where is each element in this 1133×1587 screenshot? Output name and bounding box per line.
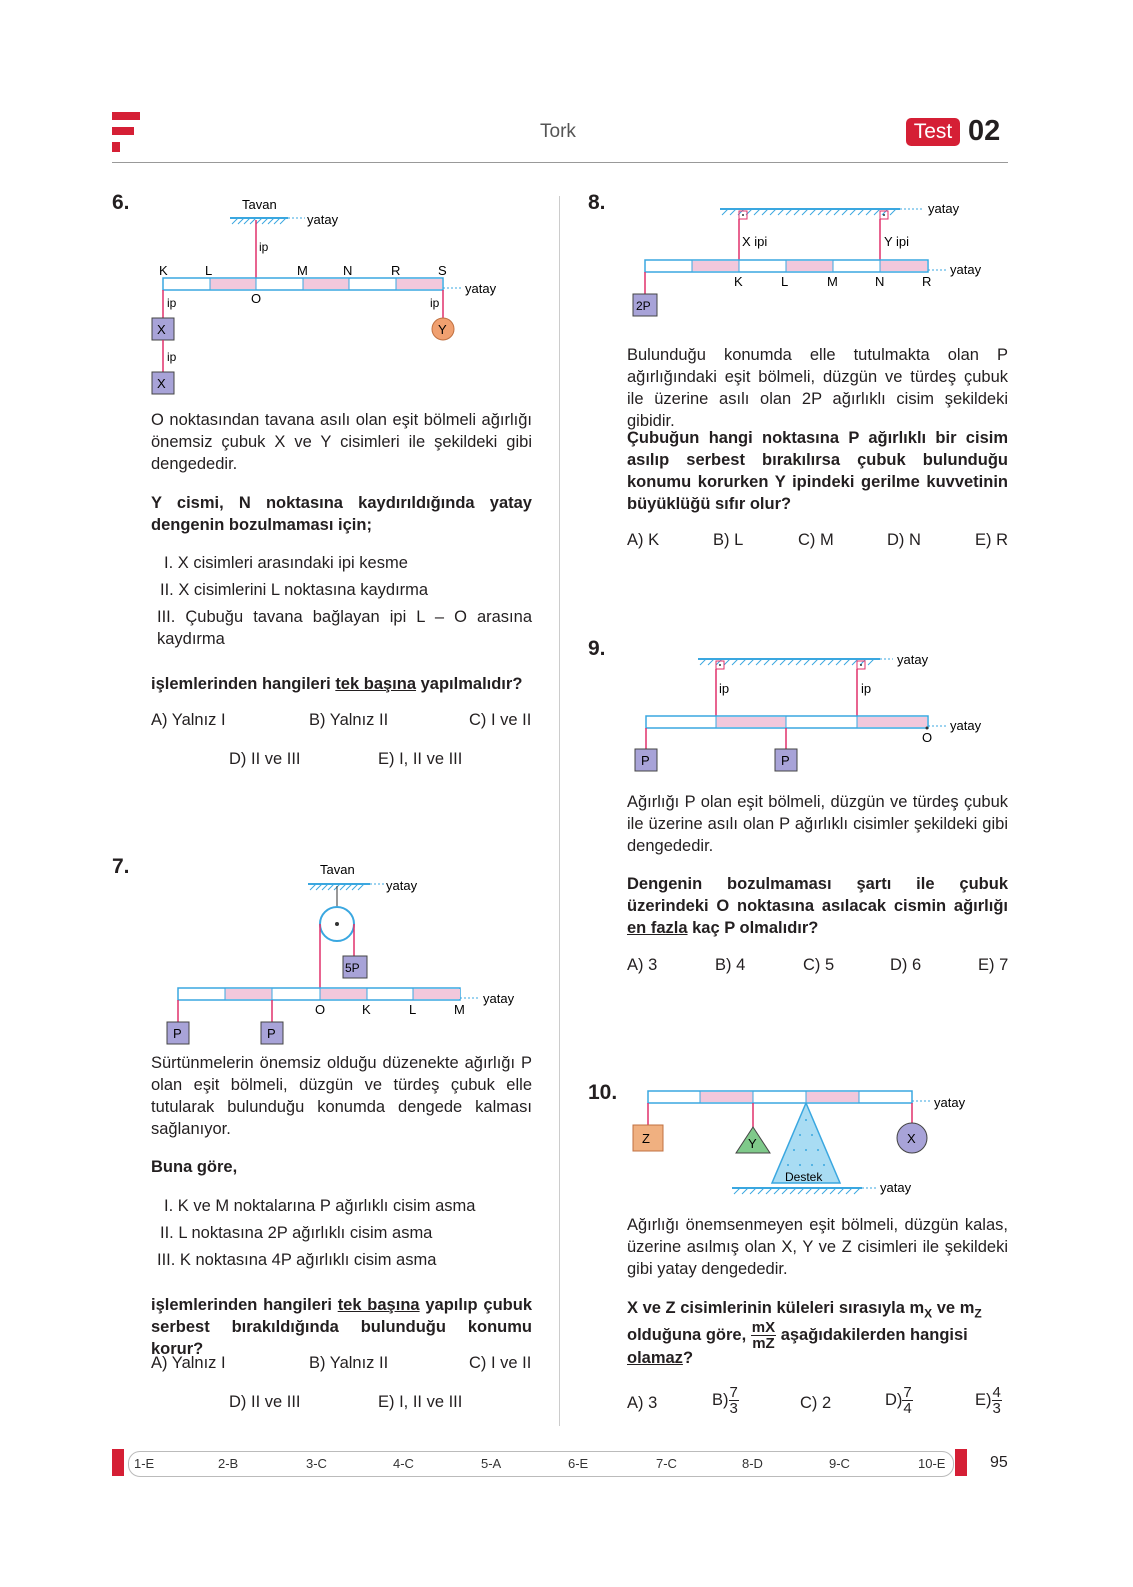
answer-key: 3-C bbox=[306, 1456, 327, 1471]
q6-stem: O noktasından tavana asılı olan eşit bölmeli ağırlığı önemsiz çubuk X ve Y cisimleri ile şekildeki gibi dengededir. bbox=[151, 411, 532, 473]
horizontal-label: yatay bbox=[950, 262, 982, 277]
horizontal-label: yatay bbox=[465, 281, 497, 296]
footer-accent bbox=[955, 1449, 967, 1476]
q6-item: III. Çubuğu tavana bağlayan ipi L – O arasına kaydırma bbox=[157, 608, 532, 648]
q6-figure bbox=[140, 195, 520, 400]
choice-a[interactable]: A) Yalnız I bbox=[151, 1354, 226, 1372]
point-label: O bbox=[922, 730, 933, 745]
box-label: P bbox=[641, 753, 650, 768]
string-label: ip bbox=[719, 681, 730, 696]
answer-key: 1-E bbox=[134, 1456, 155, 1471]
box-label: 5P bbox=[345, 961, 360, 975]
horizontal-label: yatay bbox=[897, 652, 929, 667]
q10-stem: Ağırlığı önemsenmeyen eşit bölmeli, düzgün kalas, üzerine asılmış olan X, Y ve Z cisimleri ile şekildeki gibi yatay dengededir. bbox=[627, 1216, 1008, 1278]
answer-key: 4-C bbox=[393, 1456, 414, 1471]
point-label: R bbox=[391, 263, 401, 278]
support-label: Destek bbox=[785, 1170, 823, 1184]
point-label: R bbox=[922, 274, 932, 289]
horizontal-label: yatay bbox=[386, 878, 418, 893]
answer-key: 10-E bbox=[918, 1456, 946, 1471]
q7-figure bbox=[160, 860, 540, 1050]
question-number: 7. bbox=[112, 855, 130, 878]
q6-question: Y cismi, N noktasına kaydırıldığında yatay dengenin bozulmaması için; bbox=[151, 494, 532, 534]
choice-c[interactable]: C) I ve II bbox=[469, 711, 532, 729]
q8-figure bbox=[630, 195, 1010, 325]
point-label: M bbox=[827, 274, 838, 289]
string-label: ip bbox=[861, 681, 872, 696]
choice-d[interactable]: D) II ve III bbox=[229, 1393, 301, 1411]
choice-b[interactable]: B) L bbox=[713, 531, 744, 549]
test-badge: Test bbox=[906, 118, 960, 146]
choice-c[interactable]: C) M bbox=[798, 531, 834, 549]
question-number: 10. bbox=[588, 1081, 618, 1104]
question-number: 9. bbox=[588, 637, 606, 660]
publisher-logo bbox=[112, 112, 142, 152]
q10-question-line2: olduğuna göre, $\frac{mX}{mZ}$ aşağıdakilerden hangisi bbox=[627, 1319, 968, 1352]
test-number: 02 bbox=[968, 115, 1001, 147]
choice-e[interactable]: E) $\frac{4}{3}$ bbox=[975, 1384, 1001, 1417]
string-label: ip bbox=[259, 240, 269, 254]
point-label: O bbox=[315, 1002, 326, 1017]
point-label: S bbox=[438, 263, 447, 278]
point-label: K bbox=[362, 1002, 371, 1017]
string-label: ip bbox=[167, 296, 177, 310]
answer-key: 6-E bbox=[568, 1456, 589, 1471]
choice-a[interactable]: A) Yalnız I bbox=[151, 711, 226, 729]
point-label: N bbox=[875, 274, 885, 289]
q7-ask: işlemlerinden hangileri tek başına yapılıp çubuk serbest bırakıldığında bulunduğu konumu korur? bbox=[151, 1296, 532, 1358]
question-number: 6. bbox=[112, 191, 130, 214]
point-label: M bbox=[454, 1002, 465, 1017]
point-label: K bbox=[159, 263, 168, 278]
horizontal-label: yatay bbox=[928, 201, 960, 216]
q6-item: II. X cisimlerini L noktasına kaydırma bbox=[160, 581, 429, 599]
point-label: O bbox=[251, 291, 262, 306]
choice-b[interactable]: B) Yalnız II bbox=[309, 711, 389, 729]
q7-question: Buna göre, bbox=[151, 1158, 238, 1176]
choice-e[interactable]: E) I, II ve III bbox=[378, 1393, 463, 1411]
ball-label: Y bbox=[438, 322, 447, 337]
plank bbox=[648, 1091, 912, 1103]
choice-a[interactable]: A) 3 bbox=[627, 1394, 658, 1412]
choice-d[interactable]: D) 6 bbox=[890, 956, 922, 974]
point-label: L bbox=[409, 1002, 417, 1017]
string-label: X ipi bbox=[742, 234, 768, 249]
choice-a[interactable]: A) 3 bbox=[627, 956, 658, 974]
horizontal-label: yatay bbox=[950, 718, 982, 733]
question-number: 8. bbox=[588, 191, 606, 214]
point-label: N bbox=[343, 263, 353, 278]
q7-stem: Sürtünmelerin önemsiz olduğu düzenekte ağırlığı P olan eşit bölmeli, düzgün ve türdeş çubuk elle tutularak bulunduğu konumda dengede kalması sağlanıyor. bbox=[151, 1054, 532, 1138]
box-label: X bbox=[157, 376, 166, 391]
q8-stem: Bulunduğu konumda elle tutulmakta olan P ağırlığındaki eşit bölmeli, düzgün ve türdeş çubuk ile üzerine asılı olan 2P ağırlıklı cisim şekildeki gibidir. bbox=[627, 346, 1008, 430]
q9-stem: Ağırlığı P olan eşit bölmeli, düzgün ve türdeş çubuk ile üzerine asılı olan P ağırlıklı cisimler şekildeki gibi dengededir. bbox=[627, 793, 1008, 855]
q10-question: X ve Z cisimlerinin küleleri sırasıyla $m_X$ ve $m_Z$ bbox=[627, 1299, 982, 1321]
answer-key: 8-D bbox=[742, 1456, 763, 1471]
string-label: Y ipi bbox=[884, 234, 910, 249]
choice-d[interactable]: D) $\frac{7}{4}$ bbox=[885, 1384, 912, 1417]
ceiling-label: Tavan bbox=[320, 862, 355, 877]
answer-key: 2-B bbox=[218, 1456, 239, 1471]
box-label: P bbox=[781, 753, 790, 768]
q9-figure bbox=[630, 645, 1010, 775]
q6-item: I. X cisimleri arasındaki ipi kesme bbox=[164, 554, 408, 572]
point-label: L bbox=[781, 274, 789, 289]
ceiling-label: Tavan bbox=[242, 197, 277, 212]
q9-question: Dengenin bozulmaması şartı ile çubuk üzerindeki O noktasına asılacak cismin ağırlığı en fazla kaç P olmalıdır? bbox=[627, 875, 1008, 937]
point-label: L bbox=[205, 263, 213, 278]
choice-e[interactable]: E) 7 bbox=[978, 956, 1009, 974]
point-label: K bbox=[734, 274, 743, 289]
horizontal-label: yatay bbox=[483, 991, 515, 1006]
choice-b[interactable]: B) $\frac{7}{3}$ bbox=[712, 1384, 738, 1417]
horizontal-label: yatay bbox=[934, 1095, 966, 1110]
string-label: ip bbox=[167, 350, 177, 364]
triangle-label: Y bbox=[748, 1136, 757, 1151]
q7-item: III. K noktasına 4P ağırlıklı cisim asma bbox=[157, 1251, 437, 1269]
box-label: Z bbox=[642, 1131, 650, 1146]
point-label: M bbox=[297, 263, 308, 278]
box-label: X bbox=[157, 322, 166, 337]
page-title: Tork bbox=[540, 121, 576, 142]
choice-b[interactable]: B) 4 bbox=[715, 956, 746, 974]
box-label: 2P bbox=[636, 299, 651, 313]
q8-question: Çubuğun hangi noktasına P ağırlıklı bir cisim asılıp serbest bırakılırsa çubuk bulunduğu konumu korurken Y ipindeki gerilme kuvvetinin büyüklüğü sıfır olur? bbox=[627, 429, 1008, 513]
choice-c[interactable]: C) 5 bbox=[803, 956, 835, 974]
string-label: ip bbox=[430, 296, 440, 310]
q7-item: I. K ve M noktalarına P ağırlıklı cisim asma bbox=[164, 1197, 476, 1215]
box-label: P bbox=[267, 1026, 276, 1041]
horizontal-label: yatay bbox=[880, 1180, 912, 1195]
page-number: 95 bbox=[990, 1454, 1008, 1471]
header-divider bbox=[112, 162, 1008, 163]
choice-b[interactable]: B) Yalnız II bbox=[309, 1354, 389, 1372]
q10-figure bbox=[630, 1085, 1010, 1200]
box-label: P bbox=[173, 1026, 182, 1041]
ball-label: X bbox=[907, 1131, 916, 1146]
answer-key: 5-A bbox=[481, 1456, 502, 1471]
horizontal-label: yatay bbox=[307, 212, 339, 227]
answer-key: 7-C bbox=[656, 1456, 677, 1471]
logo-icon bbox=[112, 112, 142, 152]
choice-e[interactable]: E) I, II ve III bbox=[378, 750, 463, 768]
choice-d[interactable]: D) N bbox=[887, 531, 921, 549]
column-divider bbox=[559, 196, 560, 1426]
choice-c[interactable]: C) 2 bbox=[800, 1394, 832, 1412]
q7-item: II. L noktasına 2P ağırlıklı cisim asma bbox=[160, 1224, 433, 1242]
choice-a[interactable]: A) K bbox=[627, 531, 660, 549]
choice-e[interactable]: E) R bbox=[975, 531, 1008, 549]
footer-accent bbox=[112, 1449, 124, 1476]
q6-ask: işlemlerinden hangileri tek başına yapılmalıdır? bbox=[151, 675, 523, 693]
q10-question-line3: olamaz? bbox=[627, 1349, 694, 1367]
choice-d[interactable]: D) II ve III bbox=[229, 750, 301, 768]
choice-c[interactable]: C) I ve II bbox=[469, 1354, 532, 1372]
answer-key: 9-C bbox=[829, 1456, 850, 1471]
